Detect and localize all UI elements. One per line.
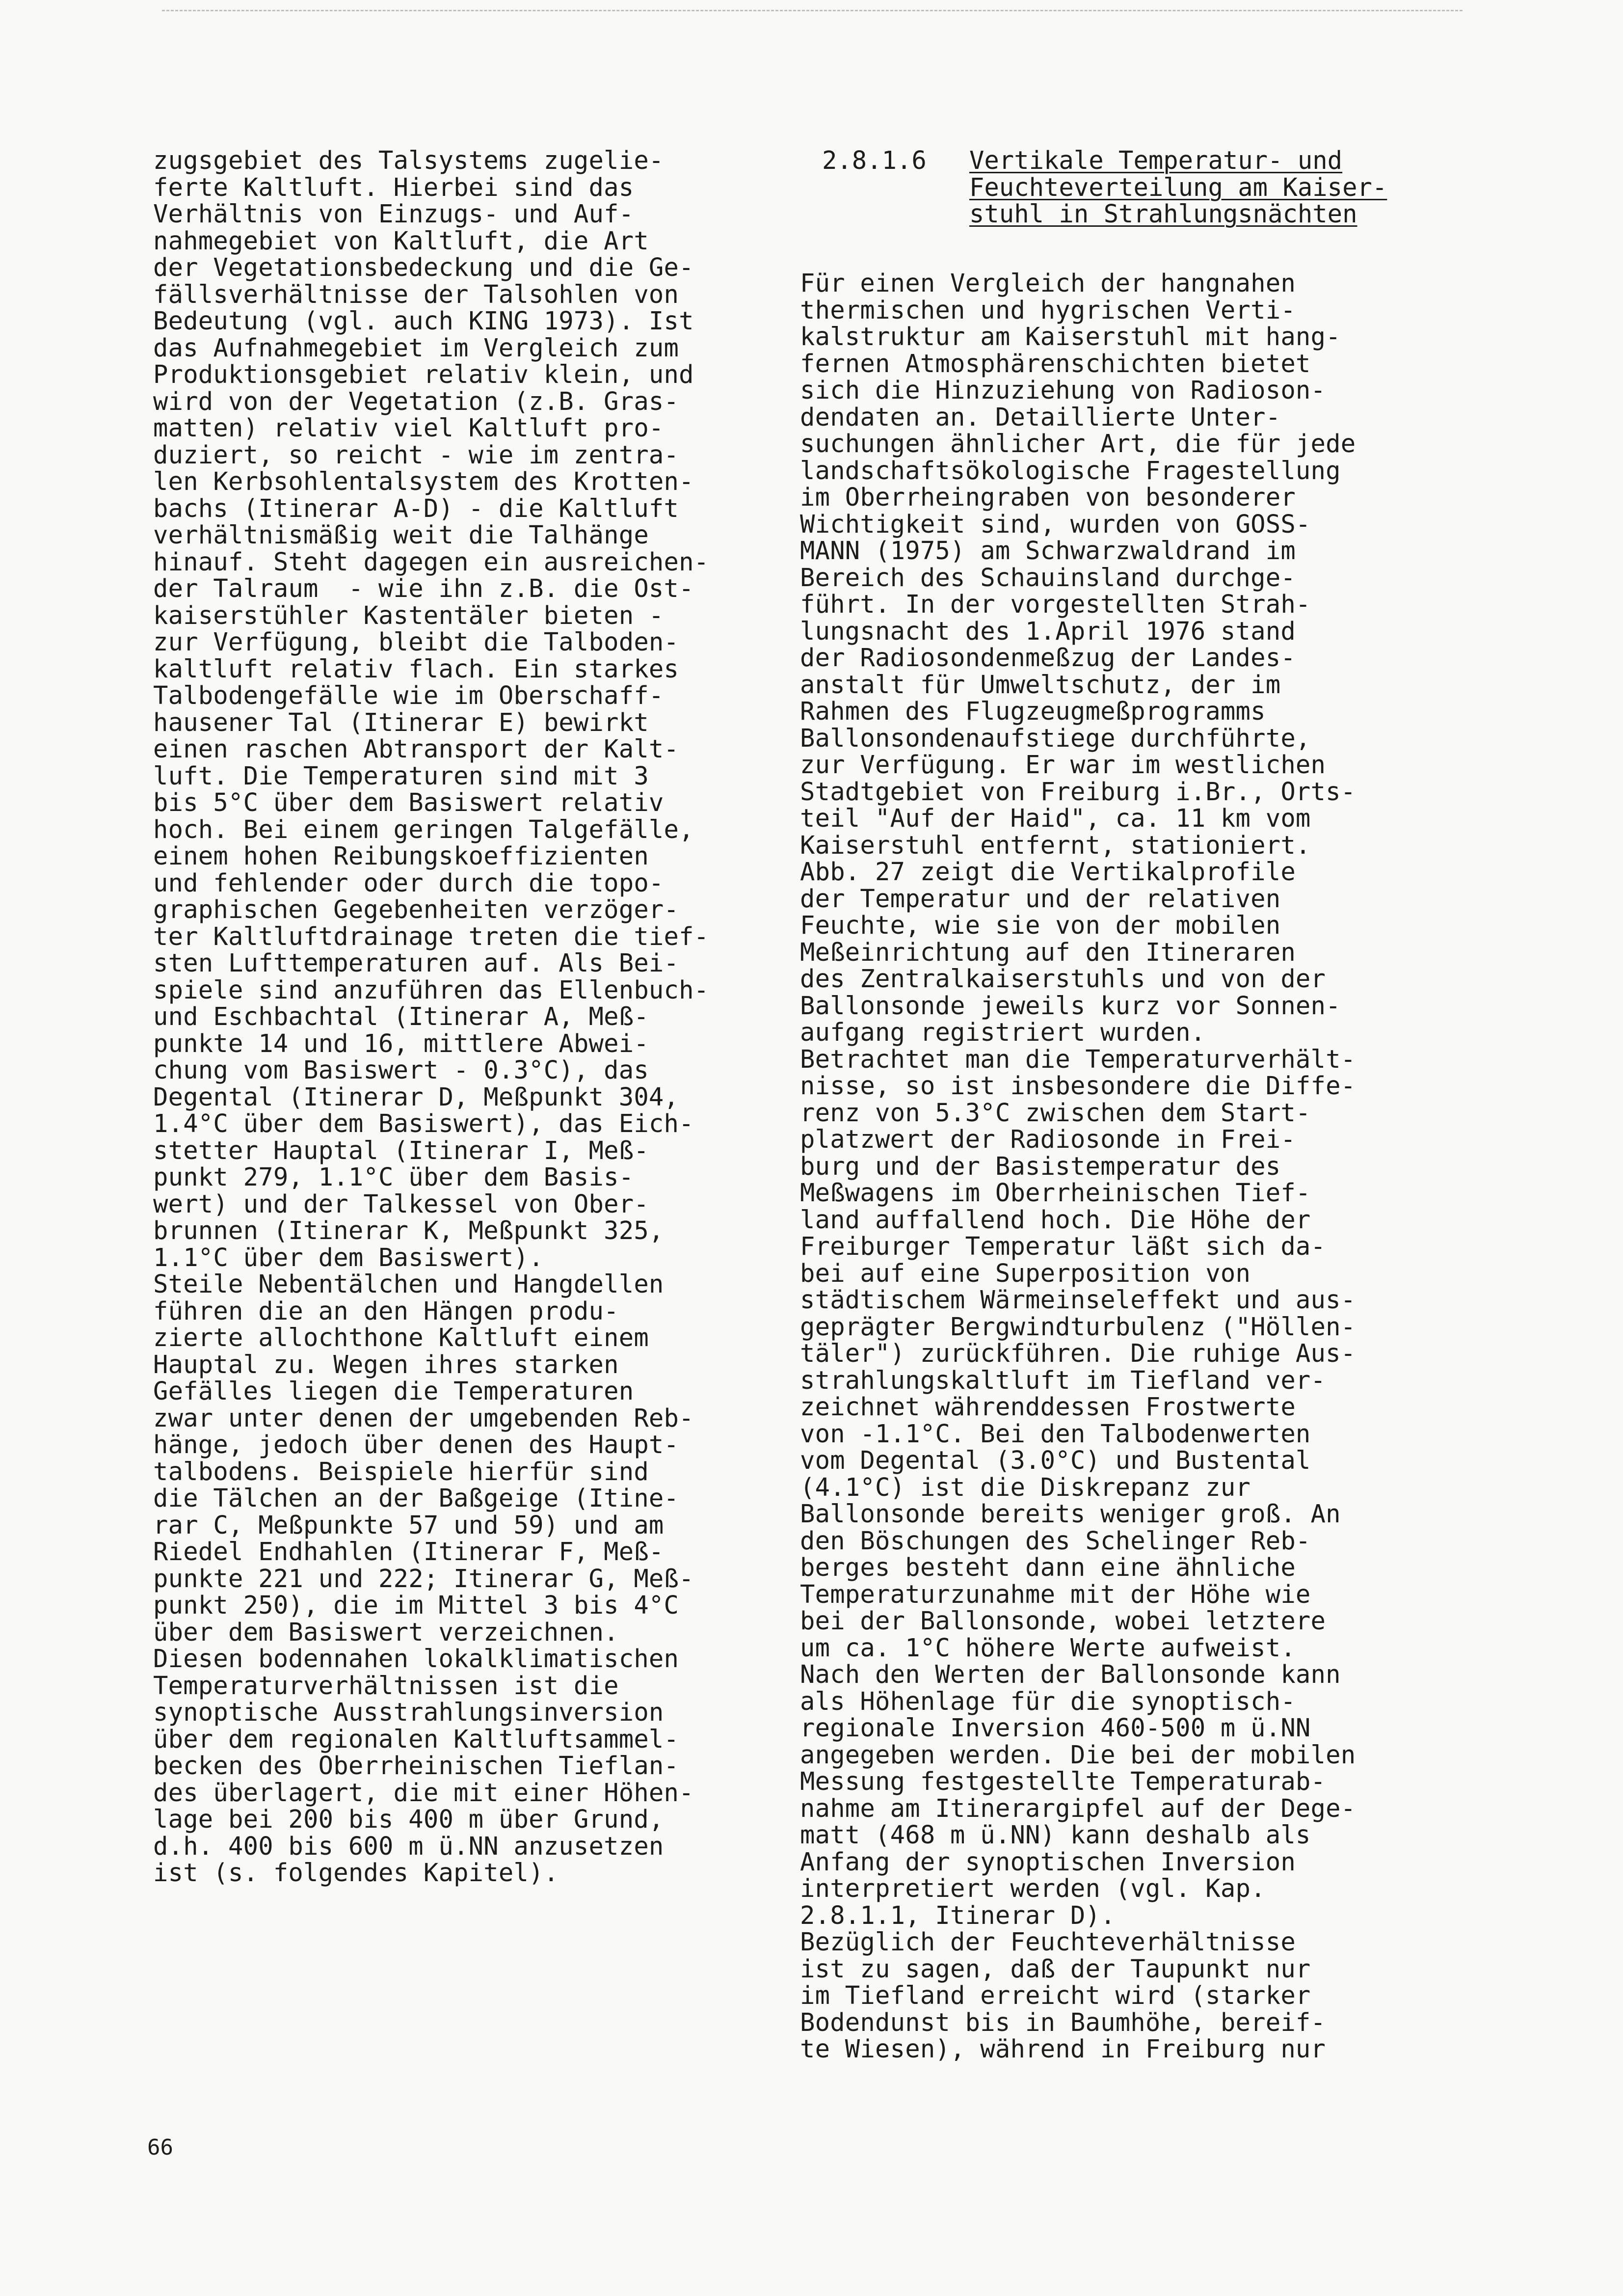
text-line: des überlagert, die mit einer Höhen- bbox=[153, 1778, 694, 1807]
text-line: ter Kaltluftdrainage treten die tief- bbox=[153, 921, 709, 951]
text-line: Talbodengefälle wie im Oberschaff- bbox=[153, 681, 664, 710]
text-line: über dem regionalen Kaltluftsammel- bbox=[153, 1724, 679, 1754]
text-line: ferte Kaltluft. Hierbei sind das bbox=[153, 172, 634, 202]
text-line: der Vegetationsbedeckung und die Ge- bbox=[153, 253, 694, 282]
text-line: (4.1°C) ist die Diskrepanz zur bbox=[800, 1472, 1251, 1502]
text-line: im Tiefland erreicht wird (starker bbox=[800, 1981, 1311, 2010]
text-line: burg und der Basistemperatur des bbox=[800, 1151, 1281, 1181]
text-line: graphischen Gegebenheiten verzöger- bbox=[153, 895, 679, 924]
text-line: thermischen und hygrischen Verti- bbox=[800, 295, 1296, 324]
text-line: Temperaturverhältnissen ist die bbox=[153, 1671, 619, 1700]
text-line: Steile Nebentälchen und Hangdellen bbox=[153, 1270, 664, 1298]
text-line: Diesen bodennahen lokalklimatischen bbox=[153, 1644, 679, 1673]
text-line: verhältnismäßig weit die Talhänge bbox=[153, 520, 649, 549]
text-line: den Böschungen des Schelinger Reb- bbox=[800, 1526, 1311, 1555]
text-line: Meßeinrichtung auf den Itineraren bbox=[800, 937, 1296, 967]
text-line: hoch. Bei einem geringen Talgefälle, bbox=[153, 814, 694, 844]
text-line: hänge, jedoch über denen des Haupt- bbox=[153, 1430, 679, 1459]
text-line: punkt 279, 1.1°C über dem Basis- bbox=[153, 1162, 634, 1191]
text-line: Wichtigkeit sind, wurden von GOSS- bbox=[800, 509, 1311, 539]
text-line: vom Degental (3.0°C) und Bustental bbox=[800, 1446, 1311, 1475]
text-line: anstalt für Umweltschutz, der im bbox=[800, 670, 1281, 699]
text-line: führen die an den Hängen produ- bbox=[153, 1296, 619, 1325]
text-line: matt (468 m ü.NN) kann deshalb als bbox=[800, 1820, 1311, 1849]
text-line: der Radiosondenmeßzug der Landes- bbox=[800, 643, 1296, 672]
text-line: punkte 14 und 16, mittlere Abwei- bbox=[153, 1028, 649, 1058]
text-line: Bereich des Schauinsland durchge- bbox=[800, 563, 1296, 592]
text-line: Gefälles liegen die Temperaturen bbox=[153, 1377, 634, 1405]
text-line: Kaiserstuhl entfernt, stationiert. bbox=[800, 830, 1311, 860]
text-line: land auffallend hoch. Die Höhe der bbox=[800, 1205, 1311, 1234]
section-title-line: Feuchteverteilung am Kaiser- bbox=[969, 172, 1387, 202]
text-line: lungsnacht des 1.April 1976 stand bbox=[800, 616, 1296, 646]
text-line: Freiburger Temperatur läßt sich da- bbox=[800, 1232, 1326, 1261]
text-line: fernen Atmosphärenschichten bietet bbox=[800, 349, 1311, 378]
text-line: Rahmen des Flugzeugmeßprogramms bbox=[800, 697, 1266, 726]
text-line: Für einen Vergleich der hangnahen bbox=[800, 269, 1296, 297]
text-line: und Eschbachtal (Itinerar A, Meß- bbox=[153, 1002, 649, 1031]
text-line: einen raschen Abtransport der Kalt- bbox=[153, 734, 679, 763]
text-line: Messung festgestellte Temperaturab- bbox=[800, 1767, 1326, 1796]
text-line: geprägter Bergwindturbulenz ("Höllen- bbox=[800, 1312, 1356, 1341]
text-line: aufgang registriert wurden. bbox=[800, 1018, 1206, 1047]
text-line: 1.1°C über dem Basiswert). bbox=[153, 1243, 544, 1272]
text-line: die Tälchen an der Baßgeige (Itine- bbox=[153, 1484, 679, 1513]
text-line: als Höhenlage für die synoptisch- bbox=[800, 1686, 1296, 1716]
page-number: 66 bbox=[147, 2135, 173, 2160]
text-line: interpretiert werden (vgl. Kap. bbox=[800, 1874, 1266, 1903]
text-line: im Oberrheingraben von besonderer bbox=[800, 483, 1296, 512]
text-line: zur Verfügung, bleibt die Talboden- bbox=[153, 627, 679, 656]
text-line: len Kerbsohlentalsystem des Krotten- bbox=[153, 467, 694, 496]
text-line: städtischem Wärmeinseleffekt und aus- bbox=[800, 1285, 1356, 1314]
text-line: täler") zurückführen. Die ruhige Aus- bbox=[800, 1339, 1356, 1368]
text-line: zwar unter denen der umgebenden Reb- bbox=[153, 1403, 694, 1432]
text-line: strahlungskaltluft im Tiefland ver- bbox=[800, 1365, 1326, 1395]
text-line: luft. Die Temperaturen sind mit 3 bbox=[153, 761, 649, 790]
text-line: 1.4°C über dem Basiswert), das Eich- bbox=[153, 1109, 694, 1138]
text-line: bachs (Itinerar A-D) - die Kaltluft bbox=[153, 493, 679, 523]
text-line: der Temperatur und der relativen bbox=[800, 884, 1281, 913]
text-line: Temperaturzunahme mit der Höhe wie bbox=[800, 1579, 1311, 1609]
text-line: rar C, Meßpunkte 57 und 59) und am bbox=[153, 1510, 664, 1540]
text-line: dendaten an. Detaillierte Unter- bbox=[800, 402, 1281, 432]
text-line: Ballonsondenaufstiege durchführte, bbox=[800, 723, 1311, 753]
section-title bbox=[969, 147, 1387, 228]
text-line: Ballonsonde jeweils kurz vor Sonnen- bbox=[800, 991, 1341, 1020]
text-line: einem hohen Reibungskoeffizienten bbox=[153, 841, 649, 870]
text-line: angegeben werden. Die bei der mobilen bbox=[800, 1740, 1356, 1769]
text-line: sten Lufttemperaturen auf. Als Bei- bbox=[153, 948, 679, 977]
text-line: Riedel Endhahlen (Itinerar F, Meß- bbox=[153, 1537, 664, 1566]
text-line: ist zu sagen, daß der Taupunkt nur bbox=[800, 1954, 1311, 1983]
text-line: wird von der Vegetation (z.B. Gras- bbox=[153, 386, 679, 416]
text-line: punkt 250), die im Mittel 3 bis 4°C bbox=[153, 1591, 679, 1620]
text-line: regionale Inversion 460-500 m ü.NN bbox=[800, 1713, 1311, 1742]
text-line: Abb. 27 zeigt die Vertikalprofile bbox=[800, 857, 1296, 886]
text-line: um ca. 1°C höhere Werte aufweist. bbox=[800, 1633, 1296, 1662]
text-line: bis 5°C über dem Basiswert relativ bbox=[153, 788, 664, 817]
left-text-column bbox=[153, 147, 709, 1887]
right-text-column bbox=[800, 270, 1356, 2063]
text-line: punkte 221 und 222; Itinerar G, Meß- bbox=[153, 1564, 694, 1593]
text-line: Bodendunst bis in Baumhöhe, bereif- bbox=[800, 2007, 1326, 2037]
text-line: nahmegebiet von Kaltluft, die Art bbox=[153, 226, 649, 255]
text-line: renz von 5.3°C zwischen dem Start- bbox=[800, 1098, 1311, 1127]
text-line: Nach den Werten der Ballonsonde kann bbox=[800, 1660, 1341, 1689]
text-line: hinauf. Steht dagegen ein ausreichen- bbox=[153, 547, 709, 576]
text-line: führt. In der vorgestellten Strah- bbox=[800, 590, 1311, 619]
section-title-line: Vertikale Temperatur- und bbox=[969, 146, 1343, 175]
text-line: Bezüglich der Feuchteverhältnisse bbox=[800, 1927, 1296, 1956]
text-line: brunnen (Itinerar K, Meßpunkt 325, bbox=[153, 1216, 664, 1245]
text-line: te Wiesen), während in Freiburg nur bbox=[800, 2034, 1326, 2063]
text-line: das Aufnahmegebiet im Vergleich zum bbox=[153, 333, 679, 362]
text-line: lage bei 200 bis 400 m über Grund, bbox=[153, 1805, 664, 1834]
text-line: bei der Ballonsonde, wobei letztere bbox=[800, 1606, 1326, 1635]
text-line: Ballonsonde bereits weniger groß. An bbox=[800, 1499, 1341, 1528]
text-line: und fehlender oder durch die topo- bbox=[153, 868, 664, 897]
text-line: landschaftsökologische Fragestellung bbox=[800, 456, 1341, 485]
text-line: stetter Hauptal (Itinerar I, Meß- bbox=[153, 1135, 649, 1165]
text-line: Stadtgebiet von Freiburg i.Br., Orts- bbox=[800, 777, 1356, 806]
text-line: teil "Auf der Haid", ca. 11 km vom bbox=[800, 804, 1311, 833]
text-line: 2.8.1.1, Itinerar D). bbox=[800, 1900, 1116, 1930]
text-line: des Zentralkaiserstuhls und von der bbox=[800, 964, 1326, 993]
text-line: bei auf eine Superposition von bbox=[800, 1258, 1251, 1288]
text-line: suchungen ähnlicher Art, die für jede bbox=[800, 429, 1356, 458]
text-line: Anfang der synoptischen Inversion bbox=[800, 1847, 1296, 1876]
text-line: matten) relativ viel Kaltluft pro- bbox=[153, 413, 664, 442]
text-line: kaltluft relativ flach. Ein starkes bbox=[153, 654, 679, 683]
text-line: Bedeutung (vgl. auch KING 1973). Ist bbox=[153, 306, 694, 335]
text-line: chung vom Basiswert - 0.3°C), das bbox=[153, 1055, 649, 1084]
text-line: spiele sind anzuführen das Ellenbuch- bbox=[153, 975, 709, 1004]
text-line: Produktionsgebiet relativ klein, und bbox=[153, 360, 694, 389]
text-line: sich die Hinzuziehung von Radioson- bbox=[800, 376, 1326, 405]
section-title-line: stuhl in Strahlungsnächten bbox=[969, 199, 1357, 228]
text-line: zugsgebiet des Talsystems zugelie- bbox=[153, 146, 664, 175]
text-line: d.h. 400 bis 600 m ü.NN anzusetzen bbox=[153, 1831, 664, 1861]
text-line: zeichnet währenddessen Frostwerte bbox=[800, 1392, 1296, 1421]
text-line: Degental (Itinerar D, Meßpunkt 304, bbox=[153, 1082, 679, 1111]
text-line: kalstruktur am Kaiserstuhl mit hang- bbox=[800, 322, 1341, 351]
text-line: platzwert der Radiosonde in Frei- bbox=[800, 1125, 1296, 1154]
text-line: zierte allochthone Kaltluft einem bbox=[153, 1323, 649, 1352]
text-line: becken des Oberrheinischen Tieflan- bbox=[153, 1751, 679, 1780]
text-line: nahme am Itinerargipfel auf der Dege- bbox=[800, 1793, 1356, 1823]
text-line: von -1.1°C. Bei den Talbodenwerten bbox=[800, 1419, 1311, 1448]
top-border-rule bbox=[162, 10, 1463, 11]
text-line: nisse, so ist insbesondere die Diffe- bbox=[800, 1071, 1356, 1100]
text-line: wert) und der Talkessel von Ober- bbox=[153, 1189, 649, 1218]
text-line: fällsverhältnisse der Talsohlen von bbox=[153, 279, 679, 309]
text-line: talbodens. Beispiele hierfür sind bbox=[153, 1457, 649, 1486]
text-line: zur Verfügung. Er war im westlichen bbox=[800, 750, 1326, 779]
text-line: Hauptal zu. Wegen ihres starken bbox=[153, 1350, 619, 1379]
text-line: synoptische Ausstrahlungsinversion bbox=[153, 1698, 664, 1727]
text-line: ist (s. folgendes Kapitel). bbox=[153, 1858, 559, 1887]
text-line: der Talraum - wie ihn z.B. die Ost- bbox=[153, 574, 694, 603]
text-line: Betrachtet man die Temperaturverhält- bbox=[800, 1044, 1356, 1074]
text-line: kaiserstühler Kastentäler bieten - bbox=[153, 600, 664, 630]
text-line: duziert, so reicht - wie im zentra- bbox=[153, 440, 679, 469]
text-line: Meßwagens im Oberrheinischen Tief- bbox=[800, 1178, 1311, 1207]
text-line: Verhältnis von Einzugs- und Auf- bbox=[153, 199, 634, 228]
text-line: über dem Basiswert verzeichnen. bbox=[153, 1617, 619, 1647]
text-line: hausener Tal (Itinerar E) bewirkt bbox=[153, 707, 649, 737]
section-number: 2.8.1.6 bbox=[822, 146, 927, 175]
text-line: MANN (1975) am Schwarzwaldrand im bbox=[800, 536, 1296, 565]
text-line: berges besteht dann eine ähnliche bbox=[800, 1553, 1296, 1582]
text-line: Feuchte, wie sie von der mobilen bbox=[800, 911, 1281, 940]
